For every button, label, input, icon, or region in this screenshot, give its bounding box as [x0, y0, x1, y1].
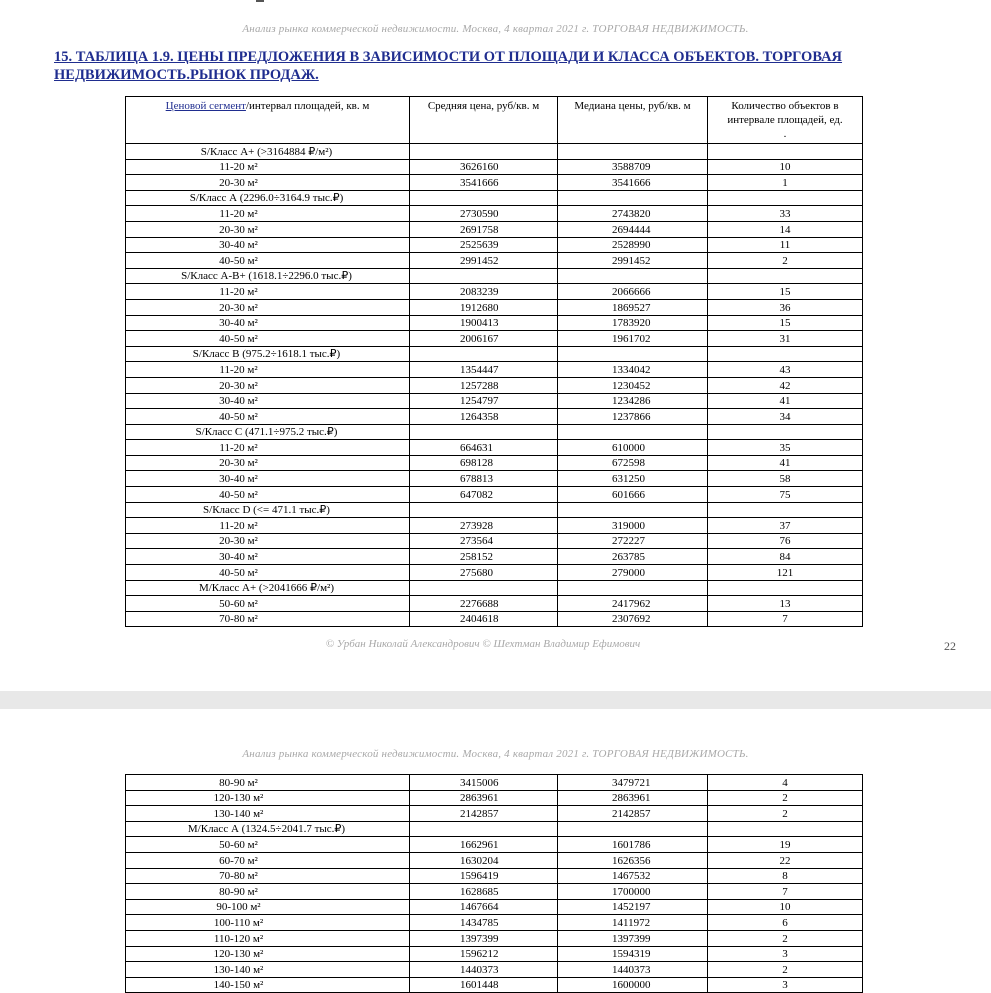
count-cell: 34	[708, 409, 863, 425]
median-cell: 2417962	[558, 596, 708, 612]
table-row	[126, 471, 863, 487]
average-cell	[410, 268, 558, 284]
average-cell: 664631	[410, 440, 558, 456]
count-cell: 10	[708, 159, 863, 175]
interval-cell: 120-130 м²	[126, 946, 410, 962]
price-table-part-2	[125, 774, 863, 993]
interval-cell: 11-20 м²	[126, 206, 410, 222]
running-header: Анализ рынка коммерческой недвижимости. Москва, 4 квартал 2021 г. ТОРГОВАЯ НЕДВИЖИМОСТЬ.	[242, 23, 749, 35]
median-cell: 631250	[558, 471, 708, 487]
interval-cell: 70-80 м²	[126, 868, 410, 884]
median-cell: 2863961	[558, 790, 708, 806]
page-separator	[0, 691, 991, 709]
median-cell: 1334042	[558, 362, 708, 378]
column-header-median: Медиана цены, руб/кв. м	[558, 97, 708, 144]
document-page-2	[0, 709, 991, 993]
interval-cell: 30-40 м²	[126, 393, 410, 409]
median-cell	[558, 821, 708, 837]
average-cell: 1264358	[410, 409, 558, 425]
segment-cell: S/Класс С (471.1÷975.2 тыс.₽)	[126, 424, 410, 440]
average-cell: 2142857	[410, 806, 558, 822]
average-cell: 698128	[410, 455, 558, 471]
median-cell	[558, 580, 708, 596]
median-cell: 279000	[558, 565, 708, 581]
median-cell: 1594319	[558, 946, 708, 962]
table-title-line-1: 15. ТАБЛИЦА 1.9. ЦЕНЫ ПРЕДЛОЖЕНИЯ В ЗАВИСИМОСТИ ОТ ПЛОЩАДИ И КЛАССА ОБЪЕКТОВ. ТОРГОВАЯ	[54, 49, 843, 65]
count-cell	[708, 580, 863, 596]
table-title	[54, 48, 884, 84]
table-row	[126, 884, 863, 900]
median-cell	[558, 190, 708, 206]
table-row	[126, 362, 863, 378]
count-cell: 2	[708, 806, 863, 822]
count-cell	[708, 268, 863, 284]
median-cell: 1783920	[558, 315, 708, 331]
median-cell: 2743820	[558, 206, 708, 222]
price-table-part-1	[125, 96, 863, 627]
count-cell: 11	[708, 237, 863, 253]
count-cell	[708, 144, 863, 160]
interval-cell: 130-140 м²	[126, 962, 410, 978]
table-row	[126, 549, 863, 565]
table-row	[126, 977, 863, 993]
table-row	[126, 159, 863, 175]
interval-cell: 70-80 м²	[126, 611, 410, 627]
interval-cell: 20-30 м²	[126, 299, 410, 315]
table-group-row	[126, 580, 863, 596]
count-cell	[708, 424, 863, 440]
table-title-line-2: НЕДВИЖИМОСТЬ.РЫНОК ПРОДАЖ.	[54, 67, 319, 83]
segment-cell: S/Класс D (<= 471.1 тыс.₽)	[126, 502, 410, 518]
average-cell: 3415006	[410, 775, 558, 791]
median-cell: 610000	[558, 440, 708, 456]
interval-cell: 11-20 м²	[126, 518, 410, 534]
average-cell: 1434785	[410, 915, 558, 931]
table-row	[126, 775, 863, 791]
interval-cell: 40-50 м²	[126, 487, 410, 503]
average-cell: 258152	[410, 549, 558, 565]
average-cell: 2691758	[410, 221, 558, 237]
average-cell: 1596212	[410, 946, 558, 962]
average-cell: 2404618	[410, 611, 558, 627]
table-group-row	[126, 502, 863, 518]
table-group-row	[126, 268, 863, 284]
count-cell: 10	[708, 899, 863, 915]
table-row	[126, 852, 863, 868]
interval-cell: 40-50 м²	[126, 331, 410, 347]
count-cell: 35	[708, 440, 863, 456]
median-cell: 1411972	[558, 915, 708, 931]
interval-cell: 11-20 м²	[126, 284, 410, 300]
interval-cell: 40-50 м²	[126, 409, 410, 425]
interval-cell: 20-30 м²	[126, 221, 410, 237]
segment-cell: S/Класс А (2296.0÷3164.9 тыс.₽)	[126, 190, 410, 206]
table-row	[126, 899, 863, 915]
table-row	[126, 930, 863, 946]
table-row	[126, 253, 863, 269]
column-header-count-line-2: интервале площадей, ед.	[727, 114, 843, 126]
table-row	[126, 377, 863, 393]
count-cell: 121	[708, 565, 863, 581]
count-cell: 3	[708, 946, 863, 962]
average-cell	[410, 190, 558, 206]
table-row	[126, 806, 863, 822]
average-cell: 1662961	[410, 837, 558, 853]
column-header-count-line-3: .	[783, 128, 787, 140]
median-cell: 319000	[558, 518, 708, 534]
table-row	[126, 284, 863, 300]
median-cell: 672598	[558, 455, 708, 471]
interval-cell: 110-120 м²	[126, 930, 410, 946]
average-cell: 273928	[410, 518, 558, 534]
table-row	[126, 315, 863, 331]
median-cell: 1397399	[558, 930, 708, 946]
segment-cell: M/Класс А+ (>2041666 ₽/м²)	[126, 580, 410, 596]
count-cell: 2	[708, 962, 863, 978]
median-cell: 2307692	[558, 611, 708, 627]
count-cell: 3	[708, 977, 863, 993]
table-row	[126, 206, 863, 222]
interval-cell: 20-30 м²	[126, 455, 410, 471]
median-cell: 2066666	[558, 284, 708, 300]
count-cell: 84	[708, 549, 863, 565]
interval-cell: 80-90 м²	[126, 884, 410, 900]
interval-cell: 11-20 м²	[126, 159, 410, 175]
table-row	[126, 962, 863, 978]
column-header-segment	[126, 97, 410, 144]
segment-cell: S/Класс В (975.2÷1618.1 тыс.₽)	[126, 346, 410, 362]
average-cell: 1354447	[410, 362, 558, 378]
column-header-count	[708, 97, 863, 144]
median-cell: 2528990	[558, 237, 708, 253]
count-cell: 31	[708, 331, 863, 347]
median-cell: 1869527	[558, 299, 708, 315]
table-row	[126, 393, 863, 409]
table-group-row	[126, 144, 863, 160]
count-cell: 8	[708, 868, 863, 884]
table-row	[126, 237, 863, 253]
median-cell: 3541666	[558, 175, 708, 191]
interval-cell: 11-20 м²	[126, 440, 410, 456]
count-cell: 4	[708, 775, 863, 791]
count-cell: 43	[708, 362, 863, 378]
table-group-row	[126, 821, 863, 837]
median-cell: 601666	[558, 487, 708, 503]
table-row	[126, 790, 863, 806]
average-cell: 2083239	[410, 284, 558, 300]
median-cell: 1600000	[558, 977, 708, 993]
count-cell: 7	[708, 884, 863, 900]
interval-cell: 30-40 м²	[126, 315, 410, 331]
median-cell: 2694444	[558, 221, 708, 237]
interval-cell: 100-110 м²	[126, 915, 410, 931]
interval-cell: 140-150 м²	[126, 977, 410, 993]
median-cell: 272227	[558, 533, 708, 549]
interval-cell: 40-50 м²	[126, 565, 410, 581]
segment-cell: S/Класс А-В+ (1618.1÷2296.0 тыс.₽)	[126, 268, 410, 284]
average-cell: 1254797	[410, 393, 558, 409]
median-cell	[558, 346, 708, 362]
count-cell: 15	[708, 284, 863, 300]
table-row	[126, 440, 863, 456]
interval-cell: 50-60 м²	[126, 837, 410, 853]
table-row	[126, 533, 863, 549]
count-cell: 58	[708, 471, 863, 487]
interval-cell: 60-70 м²	[126, 852, 410, 868]
table-row	[126, 596, 863, 612]
average-cell	[410, 346, 558, 362]
average-cell: 1912680	[410, 299, 558, 315]
table-row	[126, 611, 863, 627]
median-cell: 2991452	[558, 253, 708, 269]
table-row	[126, 868, 863, 884]
median-cell: 1440373	[558, 962, 708, 978]
table-row	[126, 455, 863, 471]
table-group-row	[126, 424, 863, 440]
median-cell	[558, 144, 708, 160]
median-cell: 263785	[558, 549, 708, 565]
interval-cell: 120-130 м²	[126, 790, 410, 806]
median-cell	[558, 424, 708, 440]
count-cell: 13	[708, 596, 863, 612]
count-cell: 2	[708, 253, 863, 269]
table-row	[126, 221, 863, 237]
page-footer-copyright: © Урбан Николай Александрович © Шехтман Владимир Ефимович	[325, 638, 641, 650]
interval-cell: 20-30 м²	[126, 533, 410, 549]
running-header-page-2: Анализ рынка коммерческой недвижимости. Москва, 4 квартал 2021 г. ТОРГОВАЯ НЕДВИЖИМОСТЬ.	[242, 748, 749, 760]
average-cell: 1628685	[410, 884, 558, 900]
table-row	[126, 175, 863, 191]
median-cell: 2142857	[558, 806, 708, 822]
table-group-row	[126, 346, 863, 362]
average-cell: 3541666	[410, 175, 558, 191]
average-cell: 273564	[410, 533, 558, 549]
average-cell: 3626160	[410, 159, 558, 175]
table-header-row	[126, 97, 863, 144]
average-cell	[410, 424, 558, 440]
interval-cell: 30-40 м²	[126, 237, 410, 253]
average-cell: 2991452	[410, 253, 558, 269]
average-cell: 2525639	[410, 237, 558, 253]
interval-cell: 50-60 м²	[126, 596, 410, 612]
count-cell: 7	[708, 611, 863, 627]
interval-cell: 130-140 м²	[126, 806, 410, 822]
table-group-row	[126, 190, 863, 206]
table-row	[126, 299, 863, 315]
average-cell: 2730590	[410, 206, 558, 222]
table-row	[126, 915, 863, 931]
median-cell: 1230452	[558, 377, 708, 393]
median-cell	[558, 502, 708, 518]
count-cell: 2	[708, 790, 863, 806]
interval-cell: 90-100 м²	[126, 899, 410, 915]
average-cell	[410, 502, 558, 518]
column-header-segment-rest: /интервал площадей, кв. м	[245, 100, 370, 112]
median-cell: 1961702	[558, 331, 708, 347]
count-cell: 42	[708, 377, 863, 393]
average-cell: 1900413	[410, 315, 558, 331]
average-cell	[410, 580, 558, 596]
average-cell: 647082	[410, 487, 558, 503]
average-cell: 1467664	[410, 899, 558, 915]
segment-cell: M/Класс А (1324.5÷2041.7 тыс.₽)	[126, 821, 410, 837]
average-cell	[410, 821, 558, 837]
median-cell: 1626356	[558, 852, 708, 868]
count-cell	[708, 821, 863, 837]
count-cell: 36	[708, 299, 863, 315]
count-cell: 37	[708, 518, 863, 534]
price-segment-link[interactable]: Ценовой сегмент	[165, 100, 246, 112]
count-cell: 14	[708, 221, 863, 237]
median-cell: 1234286	[558, 393, 708, 409]
table-row	[126, 487, 863, 503]
count-cell: 19	[708, 837, 863, 853]
median-cell: 1601786	[558, 837, 708, 853]
page-top-mark	[256, 0, 264, 2]
page-number: 22	[944, 639, 956, 653]
average-cell: 1440373	[410, 962, 558, 978]
median-cell: 3479721	[558, 775, 708, 791]
table-row	[126, 409, 863, 425]
median-cell: 1700000	[558, 884, 708, 900]
count-cell: 76	[708, 533, 863, 549]
median-cell: 3588709	[558, 159, 708, 175]
count-cell: 75	[708, 487, 863, 503]
average-cell: 2006167	[410, 331, 558, 347]
table-row	[126, 518, 863, 534]
average-cell: 2863961	[410, 790, 558, 806]
average-cell: 1630204	[410, 852, 558, 868]
average-cell	[410, 144, 558, 160]
count-cell	[708, 502, 863, 518]
interval-cell: 20-30 м²	[126, 175, 410, 191]
interval-cell: 80-90 м²	[126, 775, 410, 791]
median-cell: 1467532	[558, 868, 708, 884]
table-row	[126, 565, 863, 581]
interval-cell: 30-40 м²	[126, 549, 410, 565]
average-cell: 2276688	[410, 596, 558, 612]
interval-cell: 40-50 м²	[126, 253, 410, 269]
interval-cell: 30-40 м²	[126, 471, 410, 487]
segment-cell: S/Класс А+ (>3164884 ₽/м²)	[126, 144, 410, 160]
average-cell: 275680	[410, 565, 558, 581]
count-cell: 15	[708, 315, 863, 331]
count-cell: 41	[708, 393, 863, 409]
column-header-average: Средняя цена, руб/кв. м	[410, 97, 558, 144]
table-row	[126, 946, 863, 962]
median-cell: 1237866	[558, 409, 708, 425]
table-row	[126, 837, 863, 853]
interval-cell: 11-20 м²	[126, 362, 410, 378]
average-cell: 1601448	[410, 977, 558, 993]
average-cell: 1397399	[410, 930, 558, 946]
table-row	[126, 331, 863, 347]
median-cell	[558, 268, 708, 284]
count-cell: 2	[708, 930, 863, 946]
count-cell: 41	[708, 455, 863, 471]
count-cell: 6	[708, 915, 863, 931]
count-cell: 33	[708, 206, 863, 222]
count-cell: 1	[708, 175, 863, 191]
count-cell	[708, 346, 863, 362]
count-cell	[708, 190, 863, 206]
interval-cell: 20-30 м²	[126, 377, 410, 393]
average-cell: 1596419	[410, 868, 558, 884]
column-header-count-line-1: Количество объектов в	[731, 100, 839, 112]
count-cell: 22	[708, 852, 863, 868]
average-cell: 1257288	[410, 377, 558, 393]
average-cell: 678813	[410, 471, 558, 487]
median-cell: 1452197	[558, 899, 708, 915]
